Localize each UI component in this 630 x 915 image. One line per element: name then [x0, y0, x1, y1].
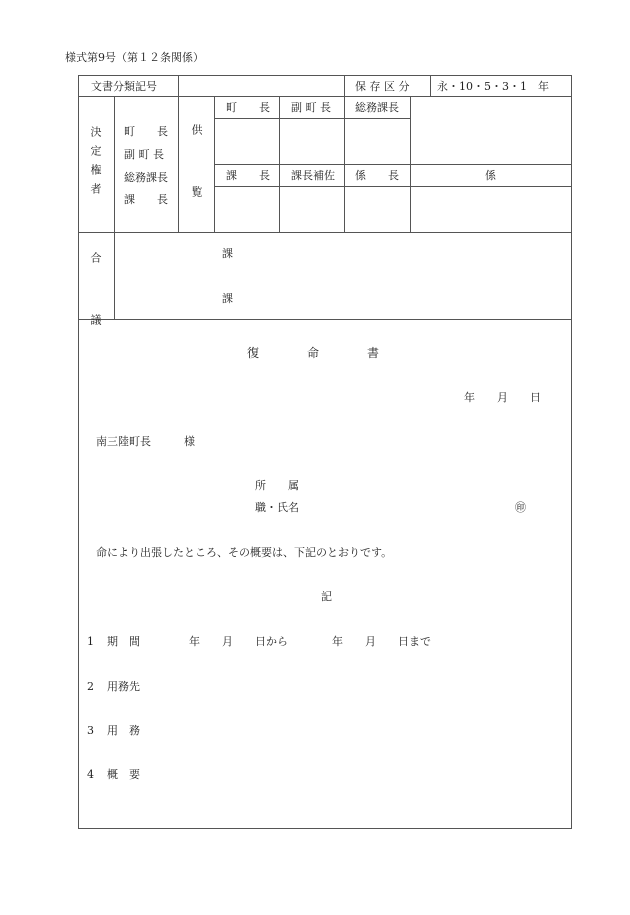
retention-value: 永・10・5・3・1 年: [437, 80, 549, 93]
doc-class-label: 文書分類記号: [91, 80, 157, 93]
review-label: 供 覧: [190, 124, 203, 217]
review-label-right: [214, 96, 215, 232]
item-1-number: 1: [87, 635, 94, 648]
consultation-bottom-line: [79, 319, 571, 320]
item-2-label: 用務先: [107, 680, 140, 693]
item-2-number: 2: [87, 680, 94, 693]
form-number: 様式第9号（第１２条関係）: [65, 51, 204, 64]
consultation-dept-1: 課: [222, 247, 233, 260]
review-col-2: [344, 96, 345, 232]
report-intro: 命により出張したところ、その概要は、下記のとおりです。: [96, 546, 393, 559]
doc-class-divider: [178, 76, 179, 96]
review-col-1: [279, 96, 280, 232]
item-1-period: 年 月 日から 年 月 日まで: [189, 635, 431, 648]
retention-label: 保 存 区 分: [355, 80, 410, 93]
review-row2-staff: 係: [485, 169, 496, 182]
review-row2-label-line: [214, 186, 572, 187]
item-3-label: 用 務: [107, 724, 140, 737]
approval-bottom-line: [79, 232, 571, 233]
item-3-number: 3: [87, 724, 94, 737]
review-row2-subsection-chief: 係 長: [355, 169, 399, 182]
authority-item-section-chief: 課 長: [124, 193, 168, 206]
seal-mark: ㊞: [515, 501, 526, 514]
item-1-label: 期 間: [107, 635, 140, 648]
review-row1-deputy: 副 町 長: [291, 101, 331, 114]
authority-item-mayor: 町 長: [124, 125, 168, 138]
review-mid-line: [214, 164, 572, 165]
authority-label: 決定権者: [89, 126, 102, 202]
report-title: 復 命 書: [247, 346, 380, 360]
item-4-label: 概 要: [107, 768, 140, 781]
name-label: 職・氏名: [255, 501, 299, 514]
review-label-left: [178, 96, 179, 232]
approval-form-frame: [78, 75, 572, 829]
report-ki: 記: [321, 590, 332, 603]
affiliation-label: 所 属: [255, 479, 299, 492]
authority-item-general-affairs-chief: 総務課長: [124, 171, 168, 184]
review-row1-label-line: [214, 118, 410, 119]
retention-label-right: [430, 76, 431, 96]
report-date: 年 月 日: [464, 391, 541, 404]
consultation-dept-2: 課: [222, 292, 233, 305]
authority-item-deputy-mayor: 副 町 長: [124, 148, 164, 161]
retention-label-left: [344, 76, 345, 96]
authority-divider: [114, 96, 115, 319]
item-4-number: 4: [87, 768, 94, 781]
review-col-3: [410, 96, 411, 232]
review-row2-section-chief: 課 長: [226, 169, 270, 182]
review-row2-assistant-chief: 課長補佐: [291, 169, 335, 182]
review-row1-mayor: 町 長: [226, 101, 270, 114]
header-bottom-line: [79, 96, 571, 97]
report-addressee: 南三陸町長 様: [96, 435, 195, 448]
consultation-label: 合 議: [89, 252, 102, 345]
review-row1-general-affairs: 総務課長: [355, 101, 399, 114]
